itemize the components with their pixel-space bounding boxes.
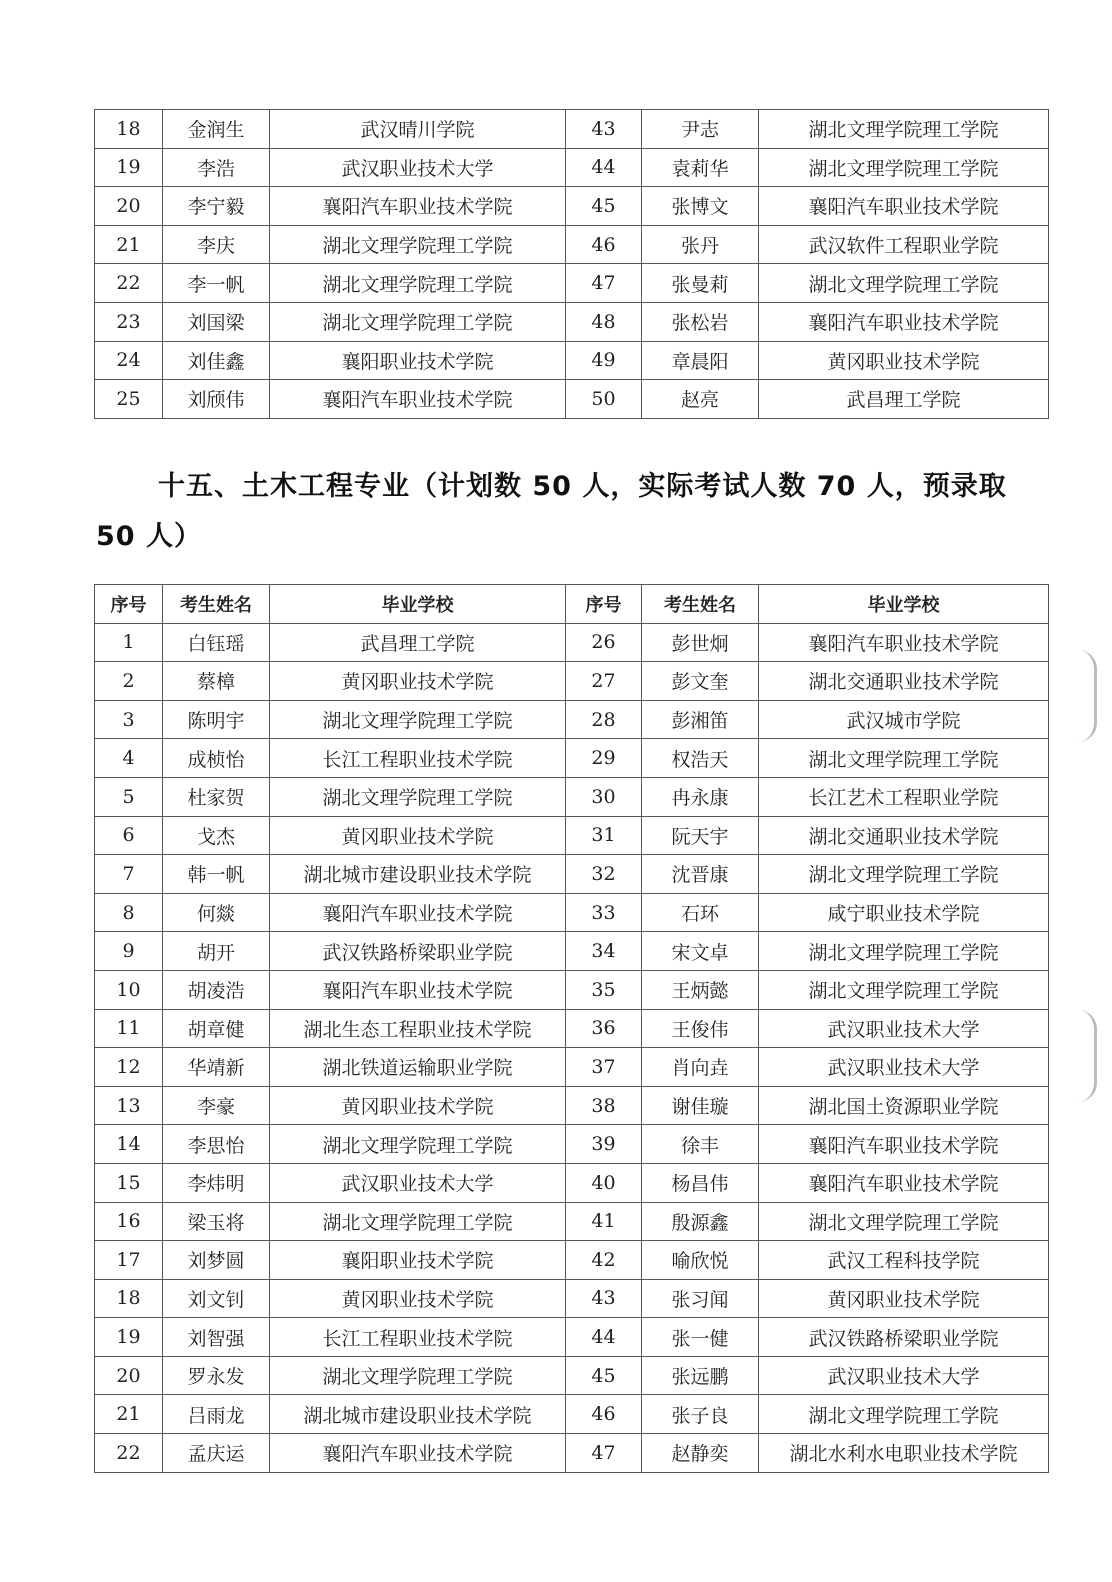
cell-school: 长江工程职业技术学院 [270, 739, 566, 778]
cell-seq: 42 [566, 1241, 642, 1280]
cell-name: 肖向垚 [642, 1048, 759, 1087]
cell-seq: 19 [95, 1318, 163, 1357]
cell-name: 李炜明 [163, 1163, 270, 1202]
table-row [95, 1434, 1049, 1473]
cell-name: 殷源鑫 [642, 1202, 759, 1241]
cell-school: 襄阳汽车职业技术学院 [759, 187, 1049, 226]
cell-name: 孟庆运 [163, 1434, 270, 1473]
cell-seq: 18 [95, 110, 163, 149]
cell-school: 湖北文理学院理工学院 [270, 777, 566, 816]
cell-school: 湖北城市建设职业技术学院 [270, 855, 566, 894]
cell-seq: 12 [95, 1048, 163, 1087]
cell-school: 湖北文理学院理工学院 [270, 1125, 566, 1164]
cell-seq: 36 [566, 1009, 642, 1048]
cell-name: 张习闻 [642, 1279, 759, 1318]
table-row [95, 148, 1049, 187]
cell-seq: 2 [95, 662, 163, 701]
cell-school: 武汉城市学院 [759, 700, 1049, 739]
cell-name: 胡章健 [163, 1009, 270, 1048]
cell-seq: 35 [566, 970, 642, 1009]
cell-school: 湖北城市建设职业技术学院 [270, 1395, 566, 1434]
cell-name: 章晨阳 [642, 341, 759, 380]
cell-name: 袁莉华 [642, 148, 759, 187]
cell-school: 襄阳职业技术学院 [270, 1241, 566, 1280]
cell-school: 湖北文理学院理工学院 [759, 1395, 1049, 1434]
cell-name: 石环 [642, 893, 759, 932]
cell-name: 李一帆 [163, 264, 270, 303]
cell-name: 杜家贺 [163, 777, 270, 816]
cell-school: 襄阳汽车职业技术学院 [270, 970, 566, 1009]
table-row [95, 1125, 1049, 1164]
table-row [95, 1163, 1049, 1202]
cell-school: 湖北文理学院理工学院 [759, 148, 1049, 187]
header-seq: 序号 [95, 585, 163, 624]
cell-seq: 17 [95, 1241, 163, 1280]
cell-seq: 48 [566, 302, 642, 341]
cell-seq: 13 [95, 1086, 163, 1125]
cell-seq: 10 [95, 970, 163, 1009]
cell-school: 武昌理工学院 [270, 623, 566, 662]
cell-name: 陈明宇 [163, 700, 270, 739]
cell-name: 杨昌伟 [642, 1163, 759, 1202]
cell-seq: 46 [566, 225, 642, 264]
cell-seq: 8 [95, 893, 163, 932]
cell-name: 刘佳鑫 [163, 341, 270, 380]
table-row [95, 341, 1049, 380]
cell-school: 湖北生态工程职业技术学院 [270, 1009, 566, 1048]
cell-seq: 21 [95, 1395, 163, 1434]
cell-seq: 5 [95, 777, 163, 816]
cell-school: 湖北文理学院理工学院 [759, 855, 1049, 894]
cell-seq: 7 [95, 855, 163, 894]
cell-school: 湖北文理学院理工学院 [270, 700, 566, 739]
cell-school: 武汉铁路桥梁职业学院 [759, 1318, 1049, 1357]
cell-name: 韩一帆 [163, 855, 270, 894]
cell-seq: 45 [566, 187, 642, 226]
cell-name: 李思怡 [163, 1125, 270, 1164]
cell-seq: 27 [566, 662, 642, 701]
cell-name: 胡凌浩 [163, 970, 270, 1009]
cell-school: 襄阳汽车职业技术学院 [759, 1163, 1049, 1202]
header-name: 考生姓名 [642, 585, 759, 624]
cell-seq: 20 [95, 1356, 163, 1395]
cell-name: 戈杰 [163, 816, 270, 855]
cell-seq: 29 [566, 739, 642, 778]
table-row [95, 225, 1049, 264]
cell-name: 赵静奕 [642, 1434, 759, 1473]
cell-name: 李宁毅 [163, 187, 270, 226]
cell-name: 赵亮 [642, 380, 759, 419]
cell-school: 襄阳汽车职业技术学院 [270, 380, 566, 419]
cell-school: 武汉职业技术大学 [759, 1356, 1049, 1395]
cell-name: 尹志 [642, 110, 759, 149]
table-row [95, 1395, 1049, 1434]
cell-seq: 34 [566, 932, 642, 971]
cell-name: 喻欣悦 [642, 1241, 759, 1280]
cell-name: 沈晋康 [642, 855, 759, 894]
cell-seq: 26 [566, 623, 642, 662]
cell-school: 襄阳汽车职业技术学院 [759, 302, 1049, 341]
table-row [95, 1356, 1049, 1395]
cell-school: 湖北交通职业技术学院 [759, 662, 1049, 701]
binding-mark [1078, 650, 1097, 742]
cell-seq: 6 [95, 816, 163, 855]
cell-name: 吕雨龙 [163, 1395, 270, 1434]
cell-school: 黄冈职业技术学院 [270, 1086, 566, 1125]
cell-seq: 22 [95, 1434, 163, 1473]
cell-seq: 37 [566, 1048, 642, 1087]
cell-school: 襄阳汽车职业技术学院 [759, 623, 1049, 662]
cell-name: 李庆 [163, 225, 270, 264]
cell-school: 湖北水利水电职业技术学院 [759, 1434, 1049, 1473]
cell-school: 湖北文理学院理工学院 [759, 264, 1049, 303]
cell-seq: 47 [566, 1434, 642, 1473]
cell-school: 湖北铁道运输职业学院 [270, 1048, 566, 1087]
cell-name: 张丹 [642, 225, 759, 264]
cell-name: 罗永发 [163, 1356, 270, 1395]
table-row [95, 932, 1049, 971]
cell-school: 湖北文理学院理工学院 [759, 970, 1049, 1009]
cell-seq: 38 [566, 1086, 642, 1125]
cell-name: 张远鹏 [642, 1356, 759, 1395]
table-row [95, 777, 1049, 816]
cell-name: 徐丰 [642, 1125, 759, 1164]
table-row [95, 264, 1049, 303]
cell-school: 武汉职业技术大学 [759, 1009, 1049, 1048]
cell-seq: 44 [566, 1318, 642, 1357]
cell-school: 咸宁职业技术学院 [759, 893, 1049, 932]
cell-school: 武汉铁路桥梁职业学院 [270, 932, 566, 971]
cell-school: 武汉软件工程职业学院 [759, 225, 1049, 264]
table-row [95, 739, 1049, 778]
cell-name: 张子良 [642, 1395, 759, 1434]
cell-seq: 43 [566, 1279, 642, 1318]
cell-name: 彭湘笛 [642, 700, 759, 739]
cell-name: 刘国梁 [163, 302, 270, 341]
cell-school: 黄冈职业技术学院 [270, 662, 566, 701]
cell-name: 梁玉将 [163, 1202, 270, 1241]
cell-name: 刘颀伟 [163, 380, 270, 419]
cell-name: 胡开 [163, 932, 270, 971]
cell-name: 彭文奎 [642, 662, 759, 701]
cell-seq: 43 [566, 110, 642, 149]
table-row [95, 1086, 1049, 1125]
cell-name: 刘文钊 [163, 1279, 270, 1318]
table-row [95, 893, 1049, 932]
table-row [95, 110, 1049, 149]
cell-school: 湖北文理学院理工学院 [759, 739, 1049, 778]
cell-seq: 30 [566, 777, 642, 816]
cell-school: 武汉职业技术大学 [759, 1048, 1049, 1087]
cell-school: 襄阳汽车职业技术学院 [759, 1125, 1049, 1164]
cell-school: 黄冈职业技术学院 [270, 816, 566, 855]
cell-name: 刘智强 [163, 1318, 270, 1357]
top-table [94, 109, 1049, 419]
table-row [95, 187, 1049, 226]
cell-name: 刘梦圆 [163, 1241, 270, 1280]
cell-school: 长江工程职业技术学院 [270, 1318, 566, 1357]
cell-seq: 11 [95, 1009, 163, 1048]
table-row [95, 700, 1049, 739]
table-row [95, 970, 1049, 1009]
cell-seq: 50 [566, 380, 642, 419]
table-row [95, 1279, 1049, 1318]
cell-school: 襄阳汽车职业技术学院 [270, 893, 566, 932]
cell-school: 武汉工程科技学院 [759, 1241, 1049, 1280]
cell-seq: 19 [95, 148, 163, 187]
cell-name: 李浩 [163, 148, 270, 187]
table-row [95, 1202, 1049, 1241]
cell-name: 蔡樟 [163, 662, 270, 701]
cell-school: 湖北文理学院理工学院 [270, 264, 566, 303]
cell-school: 湖北文理学院理工学院 [759, 932, 1049, 971]
cell-name: 权浩天 [642, 739, 759, 778]
cell-seq: 22 [95, 264, 163, 303]
cell-seq: 14 [95, 1125, 163, 1164]
cell-name: 金润生 [163, 110, 270, 149]
cell-name: 白钰瑶 [163, 623, 270, 662]
table-row [95, 302, 1049, 341]
cell-name: 张博文 [642, 187, 759, 226]
cell-seq: 31 [566, 816, 642, 855]
cell-name: 宋文卓 [642, 932, 759, 971]
cell-seq: 15 [95, 1163, 163, 1202]
cell-name: 谢佳璇 [642, 1086, 759, 1125]
cell-seq: 47 [566, 264, 642, 303]
cell-seq: 9 [95, 932, 163, 971]
cell-school: 湖北交通职业技术学院 [759, 816, 1049, 855]
cell-seq: 28 [566, 700, 642, 739]
cell-school: 湖北文理学院理工学院 [270, 1202, 566, 1241]
table-row [95, 816, 1049, 855]
table-row [95, 1048, 1049, 1087]
cell-name: 彭世炯 [642, 623, 759, 662]
header-school: 毕业学校 [270, 585, 566, 624]
cell-seq: 24 [95, 341, 163, 380]
cell-seq: 3 [95, 700, 163, 739]
binding-mark [1078, 1010, 1097, 1102]
cell-school: 襄阳职业技术学院 [270, 341, 566, 380]
cell-school: 湖北文理学院理工学院 [270, 225, 566, 264]
table-row [95, 380, 1049, 419]
cell-school: 襄阳汽车职业技术学院 [270, 1434, 566, 1473]
cell-seq: 45 [566, 1356, 642, 1395]
cell-name: 华靖新 [163, 1048, 270, 1087]
header-seq: 序号 [566, 585, 642, 624]
cell-name: 何燚 [163, 893, 270, 932]
cell-seq: 44 [566, 148, 642, 187]
table-row [95, 855, 1049, 894]
cell-name: 张曼莉 [642, 264, 759, 303]
header-name: 考生姓名 [163, 585, 270, 624]
table-row [95, 1241, 1049, 1280]
table-row [95, 1318, 1049, 1357]
cell-school: 湖北文理学院理工学院 [270, 302, 566, 341]
cell-seq: 4 [95, 739, 163, 778]
cell-seq: 40 [566, 1163, 642, 1202]
cell-school: 黄冈职业技术学院 [270, 1279, 566, 1318]
cell-school: 湖北文理学院理工学院 [759, 110, 1049, 149]
cell-school: 武昌理工学院 [759, 380, 1049, 419]
cell-name: 成桢怡 [163, 739, 270, 778]
cell-name: 王俊伟 [642, 1009, 759, 1048]
cell-seq: 1 [95, 623, 163, 662]
cell-seq: 20 [95, 187, 163, 226]
cell-seq: 46 [566, 1395, 642, 1434]
cell-school: 武汉职业技术大学 [270, 148, 566, 187]
section-heading: 十五、土木工程专业（计划数 50 人，实际考试人数 70 人，预录取 50 人） [96, 471, 1007, 552]
cell-school: 湖北文理学院理工学院 [759, 1202, 1049, 1241]
cell-name: 张一健 [642, 1318, 759, 1357]
cell-name: 王炳懿 [642, 970, 759, 1009]
cell-seq: 39 [566, 1125, 642, 1164]
header-school: 毕业学校 [759, 585, 1049, 624]
cell-seq: 18 [95, 1279, 163, 1318]
cell-school: 襄阳汽车职业技术学院 [270, 187, 566, 226]
cell-name: 李豪 [163, 1086, 270, 1125]
table-row [95, 1009, 1049, 1048]
cell-school: 黄冈职业技术学院 [759, 341, 1049, 380]
cell-seq: 33 [566, 893, 642, 932]
cell-seq: 32 [566, 855, 642, 894]
cell-seq: 23 [95, 302, 163, 341]
cell-seq: 49 [566, 341, 642, 380]
cell-seq: 41 [566, 1202, 642, 1241]
cell-school: 湖北文理学院理工学院 [270, 1356, 566, 1395]
table-row [95, 623, 1049, 662]
main-table [94, 584, 1049, 1473]
cell-school: 长江艺术工程职业学院 [759, 777, 1049, 816]
cell-school: 武汉晴川学院 [270, 110, 566, 149]
cell-school: 黄冈职业技术学院 [759, 1279, 1049, 1318]
cell-school: 湖北国土资源职业学院 [759, 1086, 1049, 1125]
table-row [95, 662, 1049, 701]
table-header-row [95, 585, 1049, 624]
cell-school: 武汉职业技术大学 [270, 1163, 566, 1202]
cell-seq: 25 [95, 380, 163, 419]
cell-name: 阮天宇 [642, 816, 759, 855]
cell-name: 冉永康 [642, 777, 759, 816]
cell-name: 张松岩 [642, 302, 759, 341]
cell-seq: 16 [95, 1202, 163, 1241]
cell-seq: 21 [95, 225, 163, 264]
